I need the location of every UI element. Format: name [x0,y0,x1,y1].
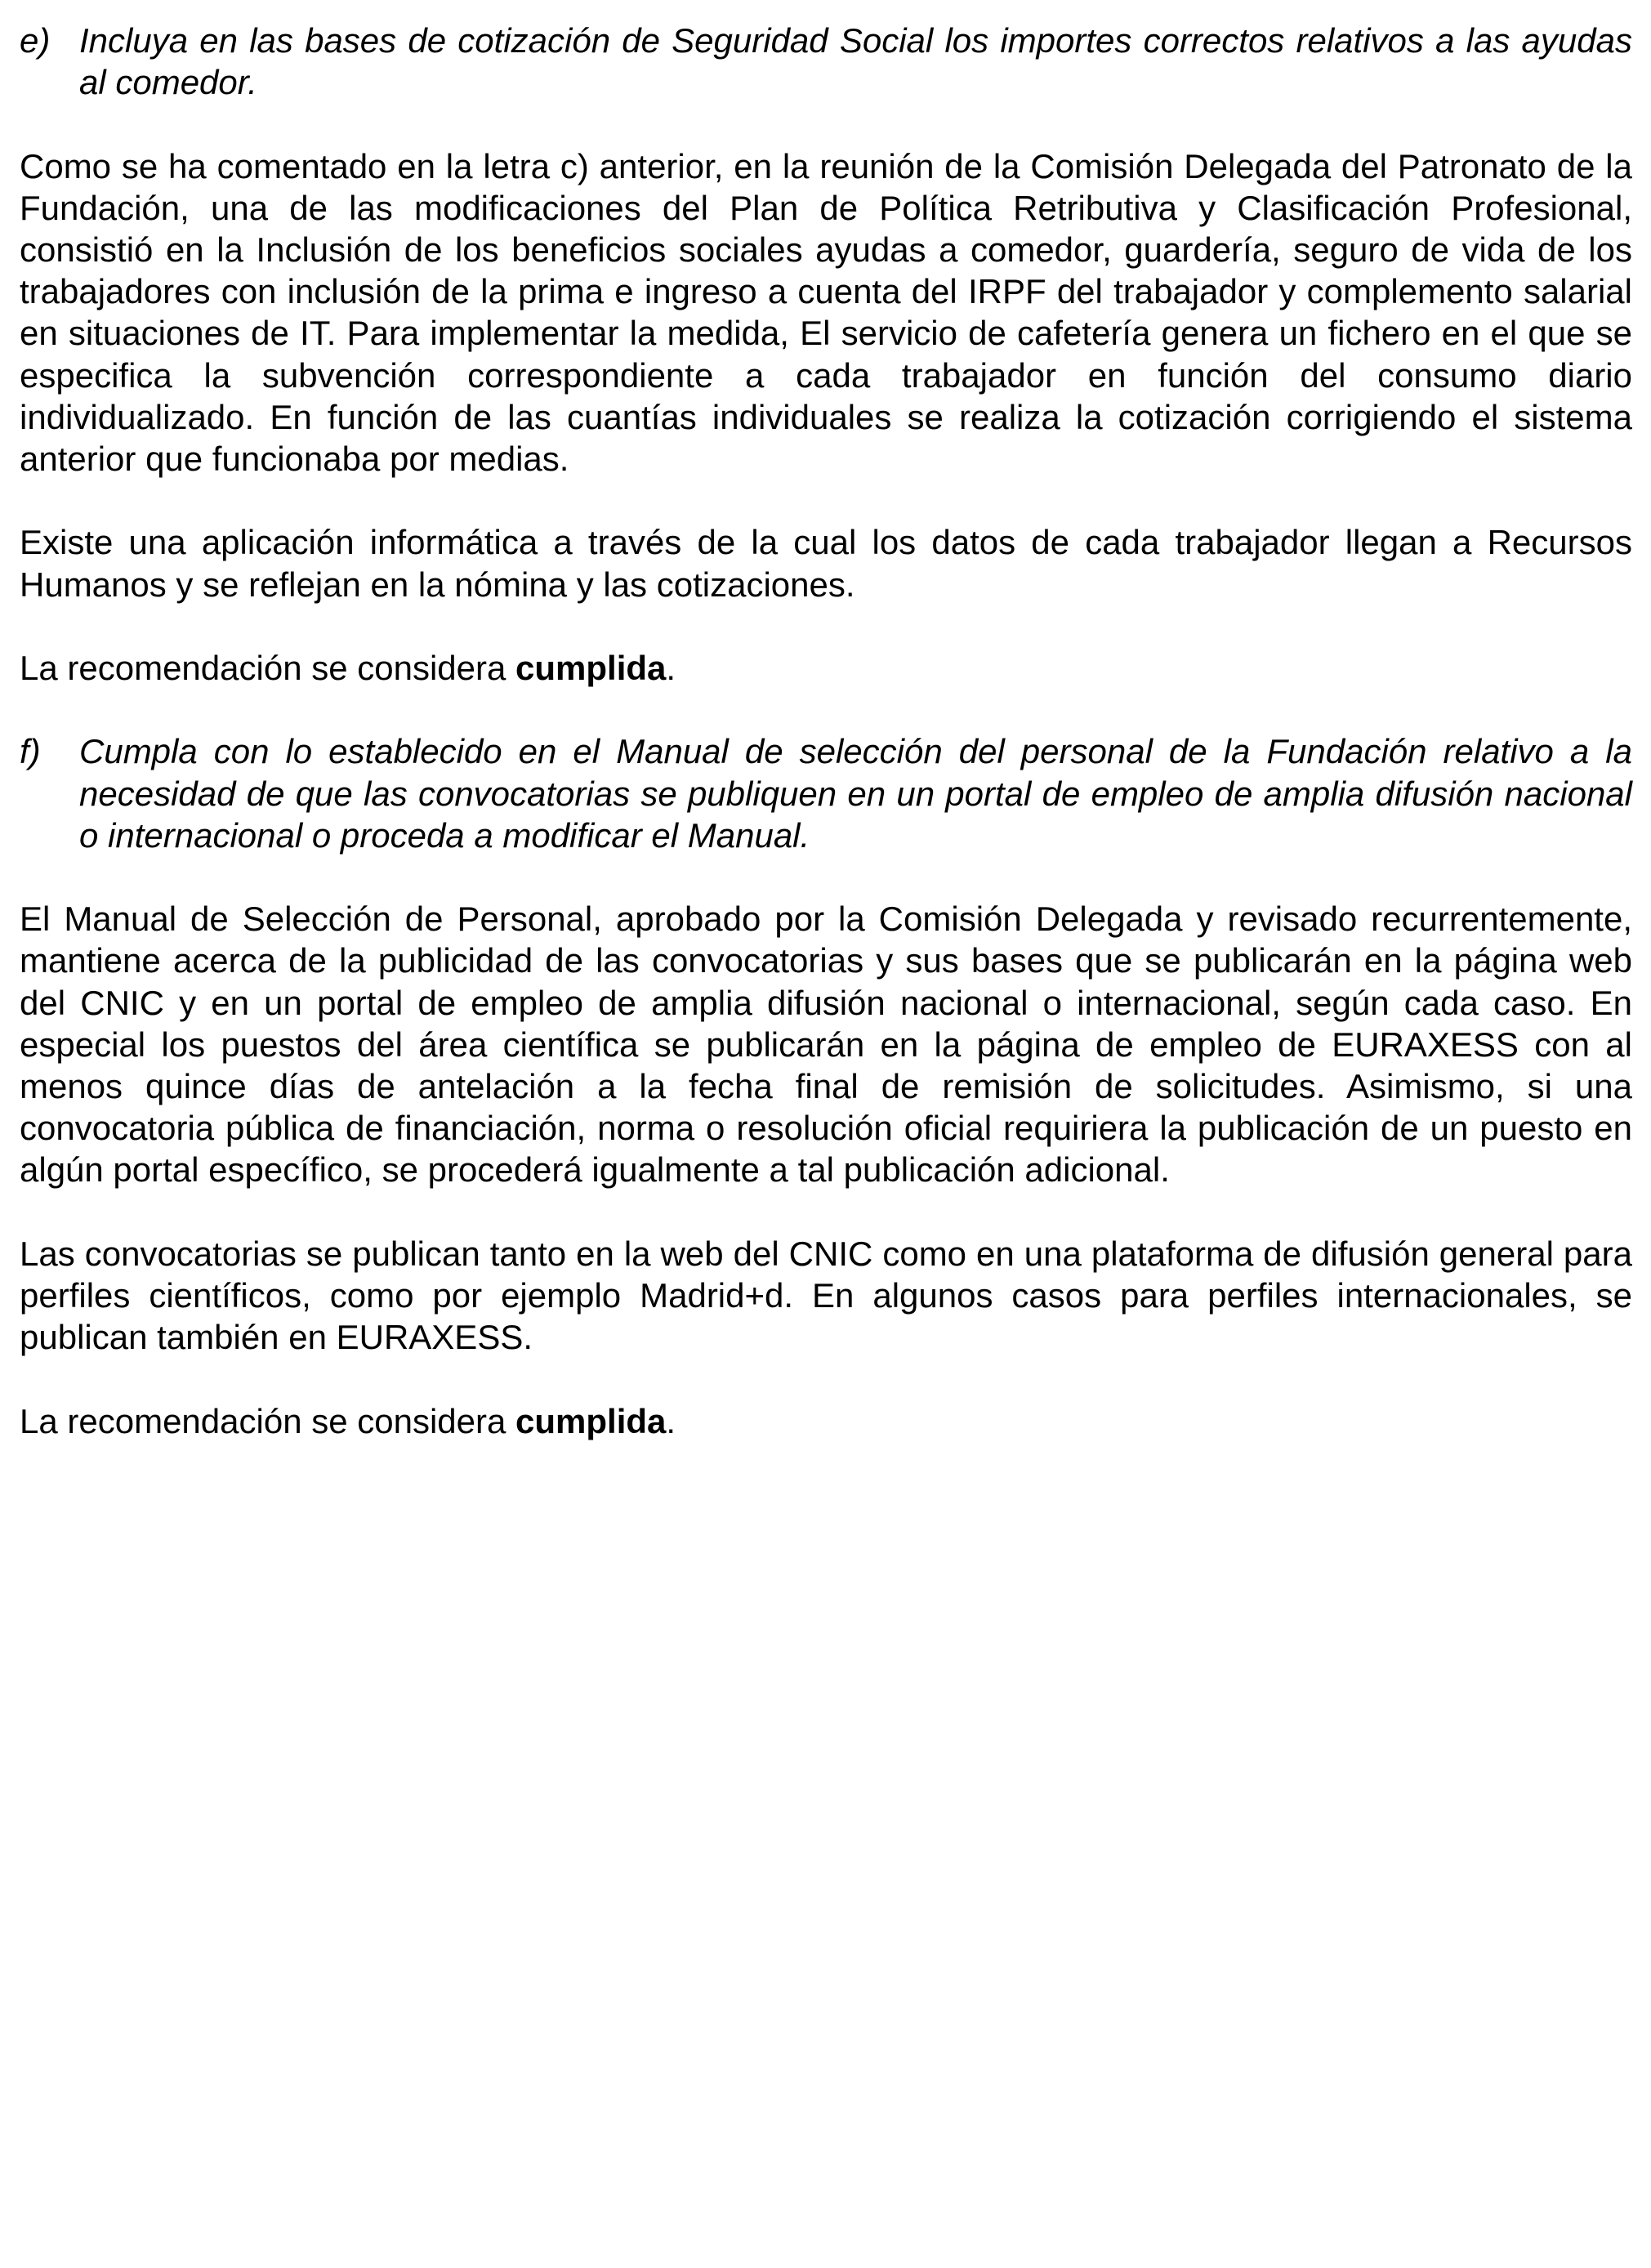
verdict-suffix: . [666,1401,676,1440]
body-paragraph: Como se ha comentado en la letra c) anterior, en la reunión de la Comisión Delegada del Patronato de la Fundación, una de las modificaciones del Plan de Política Retributiva y Clasificación Profesional, consistió en la Inclusión de los beneficios sociales ayudas a comedor, guardería, seguro de vida de los trabajadores con inclusión de la prima e ingreso a cuenta del IRPF del trabajador y complemento salarial en situaciones de IT. Para implementar la medida, El servicio de cafetería genera un fichero en el que se especifica la subvención correspondiente a cada trabajador en función del consumo diario individualizado. En función de las cuantías individuales se realiza la cotización corrigiendo el sistema anterior que funcionaba por medias. [20,146,1632,479]
verdict-f [20,1400,1632,1442]
recommendation-text: Incluya en las bases de cotización de Seguridad Social los importes correctos relativos a las ayudas al comedor. [79,21,1632,102]
verdict-prefix: La recomendación se considera [20,1401,516,1440]
recommendation-e [20,20,1632,103]
verdict-value: cumplida [515,649,667,687]
recommendation-letter: e) [20,21,51,60]
recommendation-f [20,730,1632,856]
verdict-value: cumplida [515,1401,667,1440]
recommendation-text: Cumpla con lo establecido en el Manual de selección del personal de la Fundación relativo a la necesidad de que las convocatorias se publiquen en un portal de empleo de amplia difusión nacional o internacional o proceda a modificar el Manual. [79,732,1632,855]
verdict-e [20,647,1632,689]
document-page [20,20,1632,1442]
body-paragraph: El Manual de Selección de Personal, aprobado por la Comisión Delegada y revisado recurrentemente, mantiene acerca de la publicidad de las convocatorias y sus bases que se publicarán en la página web del CNIC y en un portal de empleo de amplia difusión nacional o internacional, según cada caso. En especial los puestos del área científica se publicarán en la página de empleo de EURAXESS con al menos quince días de antelación a la fecha final de remisión de solicitudes. Asimismo, si una convocatoria pública de financiación, norma o resolución oficial requiriera la publicación de un puesto en algún portal específico, se procederá igualmente a tal publicación adicional. [20,900,1632,1190]
body-paragraph: Existe una aplicación informática a través de la cual los datos de cada trabajador llegan a Recursos Humanos y se reflejan en la nómina y las cotizaciones. [20,523,1632,604]
verdict-prefix: La recomendación se considera [20,649,516,687]
body-paragraph: Las convocatorias se publican tanto en la web del CNIC como en una plataforma de difusión general para perfiles científicos, como por ejemplo Madrid+d. En algunos casos para perfiles internacionales, se publican también en EURAXESS. [20,1234,1632,1357]
verdict-suffix: . [666,649,676,687]
recommendation-letter: f) [20,732,41,771]
